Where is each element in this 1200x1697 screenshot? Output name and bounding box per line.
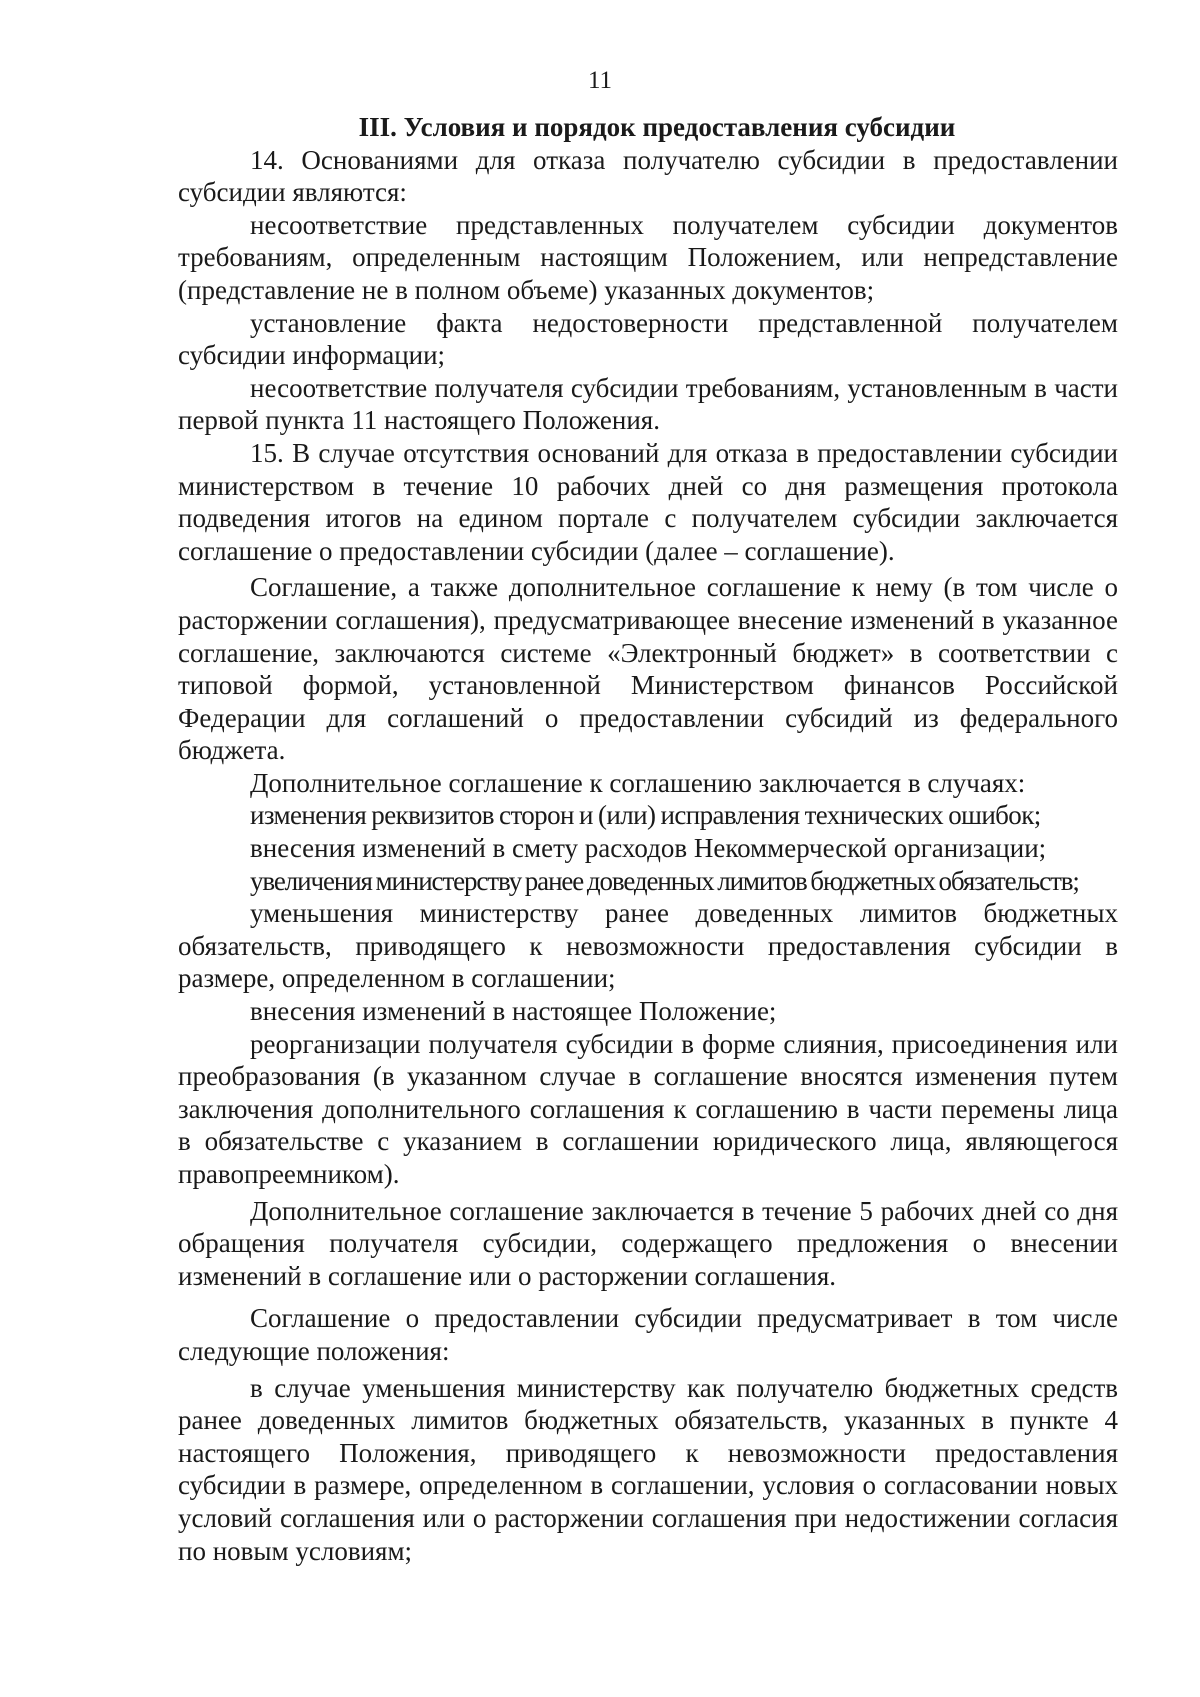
list-item-regulation-changes: внесения изменений в настоящее Положение; <box>250 996 777 1027</box>
paragraph-refusal-reason-documents: несоответствие представленных получателем субсидии документов требованиям, определенным настоящим Положением, или непредставление (представление не в полном объеме) указанных документов; <box>178 209 1118 305</box>
document-body <box>178 111 1118 1567</box>
paragraph-additional-agreement-cases: Дополнительное соглашение к соглашению заключается в случаях: <box>250 767 1026 798</box>
paragraph-refusal-reason-requirements: несоответствие получателя субсидии требованиям, установленным в части первой пункта 11 настоящего Положения. <box>178 372 1118 436</box>
list-item-requisites: изменения реквизитов сторон и (или) исправления технических ошибок; <box>250 800 1041 831</box>
paragraph-15: 15. В случае отсутствия оснований для отказа в предоставлении субсидии министерством в течение 10 рабочих дней со дня размещения протокола подведения итогов на едином портале с получателем субсидии заключается соглашение о предоставлении субсидии (далее – соглашение). <box>178 437 1118 566</box>
paragraph-limits-decrease-condition: в случае уменьшения министерству как получателю бюджетных средств ранее доведенных лимитов бюджетных обязательств, указанных в пункте 4 настоящего Положения, приводящего к невозможности предоставления субсидии в размере, определенном в соглашении, условия о согласовании новых условий соглашения или о расторжении соглашения при недостижении согласия по новым условиям; <box>178 1372 1118 1566</box>
section-title: III. Условия и порядок предоставления субсидии <box>358 112 956 142</box>
paragraph-additional-agreement-term: Дополнительное соглашение заключается в течение 5 рабочих дней со дня обращения получателя субсидии, содержащего предложения о внесении изменений в соглашение или о расторжении соглашения. <box>178 1195 1118 1291</box>
list-item-estimate: внесения изменений в смету расходов Некоммерческой организации; <box>250 833 1047 864</box>
paragraph-14: 14. Основаниями для отказа получателю субсидии в предоставлении субсидии являются: <box>178 144 1118 208</box>
page-number: 11 <box>587 67 613 94</box>
list-item-reorganization: реорганизации получателя субсидии в форме слияния, присоединения или преобразования (в указанном случае в соглашение вносятся изменения путем заключения дополнительного соглашения к соглашению в части перемены лица в обязательстве с указанием в соглашении юридического лица, являющегося правопреемником). <box>178 1028 1118 1189</box>
paragraph-refusal-reason-false-info: установление факта недостоверности представленной получателем субсидии информации; <box>178 307 1118 371</box>
list-item-limits-decrease: уменьшения министерству ранее доведенных лимитов бюджетных обязательств, приводящего к невозможности предоставления субсидии в размере, определенном в соглашении; <box>178 898 1118 994</box>
paragraph-agreement-system: Соглашение, а также дополнительное соглашение к нему (в том числе о расторжении соглашения), предусматривающее внесение изменений в указанное соглашение, заключаются системе «Электронный бюджет» в соответствии с типовой формой, установленной Министерством финансов Российской Федерации для соглашений о предоставлении субсидий из федерального бюджета. <box>178 572 1118 766</box>
list-item-limits-increase: увеличения министерству ранее доведенных лимитов бюджетных обязательств; <box>250 865 1079 896</box>
paragraph-agreement-provisions: Соглашение о предоставлении субсидии предусматривает в том числе следующие положения: <box>178 1303 1118 1366</box>
